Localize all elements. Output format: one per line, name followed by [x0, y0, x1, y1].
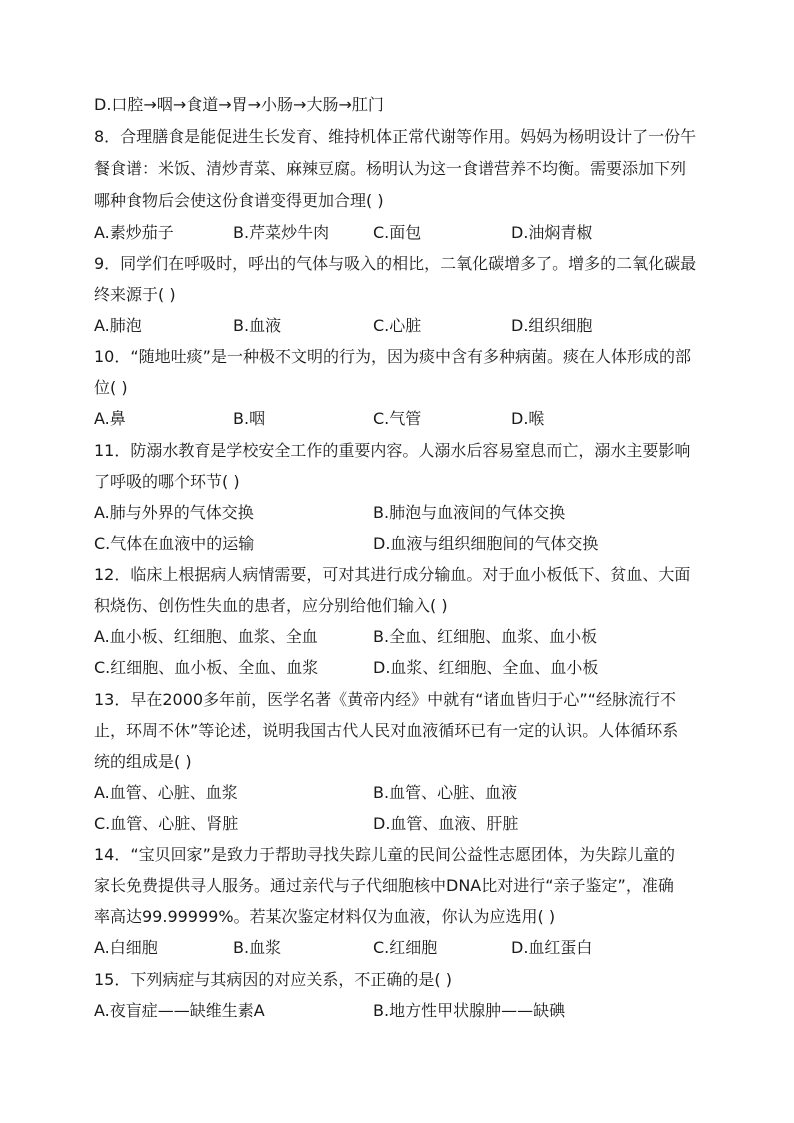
q13-option-d: D.血管、血液、肝脏 [373, 814, 519, 833]
q10-stem-line-2: 位( ) [94, 378, 128, 397]
q14-option-d: D.血红蛋白 [511, 938, 593, 957]
q14-stem-line-2: 家长免费提供寻人服务。通过亲代与子代细胞核中DNA比对进行“亲子鉴定”，准确 [94, 876, 674, 895]
q9-option-a: A.肺泡 [94, 316, 142, 335]
q11-option-c: C.气体在血液中的运输 [94, 534, 255, 553]
q8-stem-line-1: 8．合理膳食是能促进生长发育、维持机体正常代谢等作用。妈妈为杨明设计了一份午 [94, 127, 697, 146]
q10-option-b: B.咽 [233, 409, 266, 428]
q14-stem-line-3: 率高达99.99999%。若某次鉴定材料仅为血液，你认为应选用( ) [94, 907, 556, 926]
q8-option-b: B.芹菜炒牛肉 [233, 223, 330, 242]
q14-option-c: C.红细胞 [373, 938, 438, 957]
q12-stem-line-2: 积烧伤、创伤性失血的患者，应分别给他们输入( ) [94, 596, 448, 615]
q9-option-b: B.血液 [233, 316, 282, 335]
q8-option-d: D.油焖青椒 [511, 223, 593, 242]
q11-option-d: D.血液与组织细胞间的气体交换 [373, 534, 599, 553]
q15-stem-line-1: 15．下列病症与其病因的对应关系，不正确的是( ) [94, 970, 452, 989]
q12-option-c: C.红细胞、血小板、全血、血浆 [94, 658, 319, 677]
q8-stem-line-3: 哪种食物后会使这份食谱变得更加合理( ) [94, 191, 384, 210]
q12-option-d: D.血浆、红细胞、全血、血小板 [373, 658, 599, 677]
q12-option-a: A.血小板、红细胞、血浆、全血 [94, 627, 318, 646]
q13-stem-line-3: 统的组成是( ) [94, 752, 192, 771]
q13-option-a: A.血管、心脏、血浆 [94, 783, 238, 802]
q10-option-a: A.鼻 [94, 409, 126, 428]
q9-option-c: C.心脏 [373, 316, 422, 335]
q15-option-a: A.夜盲症——缺维生素A [94, 1001, 265, 1020]
q8-stem-line-2: 餐食谱：米饭、清炒青菜、麻辣豆腐。杨明认为这一食谱营养不均衡。需要添加下列 [94, 159, 687, 178]
q8-option-a: A.素炒茄子 [94, 223, 174, 242]
q14-option-a: A.白细胞 [94, 938, 158, 957]
q13-stem-line-2: 止，环周不休”等论述，说明我国古代人民对血液循环已有一定的认识。人体循环系 [94, 721, 679, 740]
q11-stem-line-1: 11．防溺水教育是学校安全工作的重要内容。人溺水后容易窒息而亡，溺水主要影响 [94, 441, 691, 460]
q14-option-b: B.血浆 [233, 938, 282, 957]
q13-option-c: C.血管、心脏、肾脏 [94, 814, 239, 833]
q15-option-b: B.地方性甲状腺肿——缺碘 [373, 1001, 566, 1020]
q14-stem-line-1: 14．“宝贝回家”是致力于帮助寻找失踪儿童的民间公益性志愿团体，为失踪儿童的 [94, 845, 675, 864]
q9-option-d: D.组织细胞 [511, 316, 593, 335]
q12-option-b: B.全血、红细胞、血浆、血小板 [373, 627, 598, 646]
q12-stem-line-1: 12．临床上根据病人病情需要，可对其进行成分输血。对于血小板低下、贫血、大面 [94, 565, 691, 584]
q9-stem-line-1: 9．同学们在呼吸时，呼出的气体与吸入的相比，二氧化碳增多了。增多的二氧化碳最 [94, 254, 697, 273]
q13-option-b: B.血管、心脏、血液 [373, 783, 518, 802]
q8-option-c: C.面包 [373, 223, 422, 242]
q10-stem-line-1: 10．“随地吐痰”是一种极不文明的行为，因为痰中含有多种病菌。痰在人体形成的部 [94, 347, 691, 366]
q7-option-d: D.口腔→咽→食道→胃→小肠→大肠→肛门 [94, 95, 384, 114]
q10-option-d: D.喉 [511, 409, 545, 428]
q10-option-c: C.气管 [373, 409, 422, 428]
q9-stem-line-2: 终来源于( ) [94, 285, 176, 304]
q11-option-b: B.肺泡与血液间的气体交换 [373, 503, 566, 522]
q11-stem-line-2: 了呼吸的哪个环节( ) [94, 472, 240, 491]
q11-option-a: A.肺与外界的气体交换 [94, 503, 254, 522]
q13-stem-line-1: 13．早在2000多年前，医学名著《黄帝内经》中就有“诸血皆归于心”“经脉流行不 [94, 690, 676, 709]
